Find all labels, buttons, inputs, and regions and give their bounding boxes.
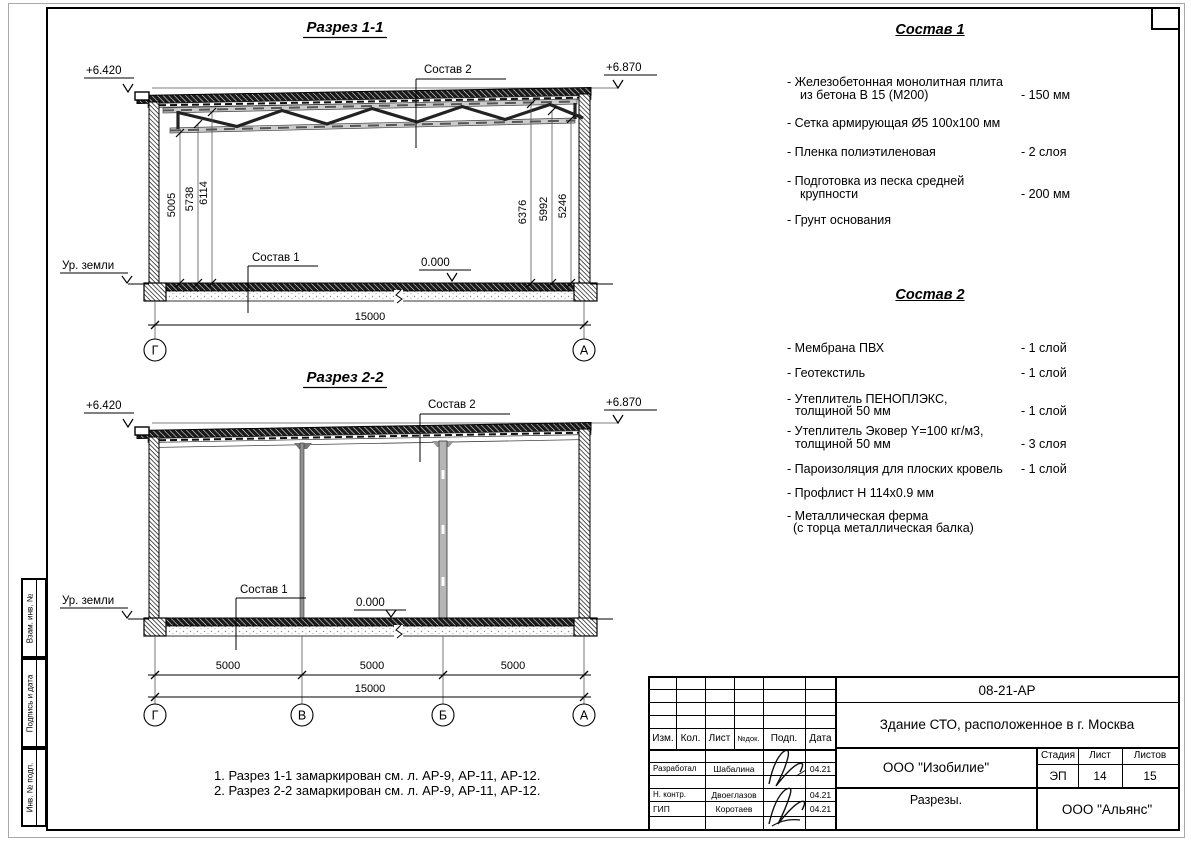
svg-text:+6.420: +6.420 — [86, 400, 122, 412]
sidebar-cell-vzam — [21, 578, 47, 658]
floor-slab — [128, 618, 613, 638]
axis-bubbles-1-1 — [144, 339, 595, 361]
list-item: - Мембрана ПВХ — [787, 341, 885, 355]
list-item: - Железобетонная монолитная плита — [787, 75, 1003, 89]
floor-slab — [128, 283, 613, 303]
col-ndok: №док. — [737, 734, 760, 743]
svg-text:Состав 2: Состав 2 — [428, 399, 476, 411]
list-item: (с торца металлическая балка) — [793, 521, 974, 535]
parapet-flashing — [135, 427, 149, 435]
axis-label: Г — [151, 343, 159, 358]
svg-text:0.000: 0.000 — [421, 257, 450, 269]
list-item-value: - 3 слоя — [1021, 437, 1067, 451]
elevation-mark-right — [604, 62, 657, 88]
sidebar-label: Подпись и дата — [25, 674, 35, 732]
svg-text:Состав 1: Состав 1 — [252, 252, 300, 264]
col-list: Лист — [708, 733, 731, 744]
section-2-2 — [60, 369, 657, 726]
name-shabalina: Шабалина — [713, 763, 755, 774]
section-1-1-title: Разрез 1-1 — [306, 19, 384, 36]
list-item: толщиной 50 мм — [795, 404, 891, 418]
elevation-mark-right — [604, 397, 657, 423]
footing-right — [574, 283, 597, 301]
axis-bubbles-2-2 — [144, 704, 595, 726]
list-item-value: - 1 слой — [1021, 366, 1067, 380]
list-item-value: - 200 мм — [1021, 187, 1071, 201]
sidebar-label-box — [23, 750, 37, 825]
col-podp: Подп. — [770, 733, 798, 744]
sheet-header: Лист — [1089, 750, 1111, 761]
wall-right — [579, 429, 590, 618]
sostav2-title: Состав 2 — [895, 287, 965, 303]
section-2-2-title: Разрез 2-2 — [306, 369, 384, 386]
list-item: - Профлист Н 114х0.9 мм — [787, 486, 934, 500]
section-1-1 — [60, 19, 657, 361]
footing-right — [574, 618, 597, 636]
svg-text:Ур. земли: Ур. земли — [62, 595, 115, 607]
sidebar-label: Взам. инв. № — [25, 593, 34, 643]
firm-name: ООО "Альянс" — [1061, 801, 1153, 817]
ground-level-label — [60, 595, 132, 618]
sheets-total: 15 — [1143, 769, 1157, 783]
parapet-flashing — [135, 92, 149, 100]
vertical-dimensions-right — [517, 100, 575, 287]
name-korotaev: Коротаев — [715, 803, 753, 814]
axis-label: Г — [151, 708, 159, 723]
zero-level-mark — [354, 597, 406, 617]
role-nkontr: Н. контр. — [653, 790, 687, 799]
list-item: крупности — [800, 187, 859, 201]
sostav1-title: Состав 1 — [895, 22, 965, 38]
list-item: - Геотекстиль — [787, 366, 866, 380]
dim-label: 6114 — [198, 181, 210, 205]
axis-label: А — [579, 343, 589, 358]
col-data: Дата — [809, 733, 832, 744]
list-item: - Утеплитель Эковер Y=100 кг/м3, — [787, 424, 984, 438]
role-gip: ГИП — [653, 803, 670, 814]
elevation-mark-left — [84, 400, 134, 427]
sheets-header: Листов — [1133, 750, 1167, 761]
zero-level-mark — [419, 257, 471, 281]
axis-label: В — [297, 708, 307, 723]
dim-label: 5738 — [184, 186, 196, 212]
list-item: - Грунт основания — [787, 213, 892, 227]
col-kol: Кол. — [680, 733, 701, 744]
dim-label: 15000 — [354, 311, 386, 323]
stage-header: Стадия — [1040, 750, 1076, 761]
sheet-number: 14 — [1093, 769, 1107, 783]
date-razrabotal: 04.21 — [809, 763, 832, 774]
callout-sostav1 — [236, 584, 306, 650]
list-item: - Металлическая ферма — [787, 509, 929, 523]
svg-text:Состав 1: Состав 1 — [240, 584, 288, 596]
list-item: - Утеплитель ПЕНОПЛЭКС, — [787, 392, 948, 406]
list-item: - Подготовка из песка средней — [787, 174, 965, 188]
dim-label: 5000 — [215, 660, 241, 672]
list-item: - Пароизоляция для плоских кровель — [787, 462, 1003, 476]
date-nkontr: 04.21 — [809, 789, 832, 800]
svg-text:+6.870: +6.870 — [606, 397, 642, 409]
dim-label: 5005 — [166, 192, 178, 218]
list-item: толщиной 50 мм — [795, 437, 891, 451]
wall-left — [149, 102, 159, 283]
dim-label: 5992 — [538, 196, 550, 222]
column-v — [300, 443, 304, 618]
sidebar-cell-podpis — [21, 658, 47, 748]
wall-left — [149, 437, 159, 618]
sidebar-label: Инв. № подп. — [25, 762, 34, 813]
svg-text:Состав 2: Состав 2 — [424, 64, 472, 76]
list-item: - Сетка армирующая Ø5 100х100 мм — [787, 116, 1001, 130]
list-item: из бетона В 15 (М200) — [800, 88, 929, 102]
dimensions-2-2 — [148, 636, 591, 704]
dim-label: 5000 — [500, 660, 526, 672]
list-item-value: - 1 слой — [1021, 462, 1067, 476]
list-item-value: - 1 слой — [1021, 404, 1067, 418]
list-item-value: - 2 слоя — [1021, 145, 1067, 159]
svg-text:0.000: 0.000 — [356, 597, 385, 609]
elevation-mark-left — [84, 65, 134, 92]
name-dvoeglazov: Двоеглазов — [711, 789, 757, 800]
col-izm: Изм. — [652, 733, 674, 744]
dimension-15000 — [148, 301, 591, 339]
stage-value: ЭП — [1049, 769, 1067, 783]
sheet-title: Разрезы. — [909, 793, 963, 807]
note-2: 2. Разрез 2-2 замаркирован см. л. АР-9, АР-11, АР-12. — [214, 783, 541, 798]
list-item: - Пленка полиэтиленовая — [787, 145, 936, 159]
dim-label: 15000 — [354, 683, 386, 695]
list-item-value: - 1 слой — [1021, 341, 1067, 355]
project-name: Здание СТО, расположенное в г. Москва — [879, 717, 1135, 732]
vertical-dimensions-left — [166, 108, 216, 287]
ground-level-label — [60, 260, 132, 283]
sidebar-label-box — [23, 660, 37, 746]
svg-text:Ур. земли: Ур. земли — [62, 260, 115, 272]
wall-right — [579, 94, 590, 283]
note-1: 1. Разрез 1-1 замаркирован см. л. АР-9, АР-11, АР-12. — [214, 768, 541, 783]
dim-label: 6376 — [517, 199, 529, 225]
dim-label: 5000 — [359, 660, 385, 672]
footing-left — [144, 283, 166, 301]
date-gip: 04.21 — [809, 803, 832, 814]
svg-text:+6.870: +6.870 — [606, 62, 642, 74]
svg-text:+6.420: +6.420 — [86, 65, 122, 77]
org-name: ООО "Изобилие" — [882, 759, 990, 775]
footing-left — [144, 618, 166, 636]
title-block — [648, 676, 1180, 831]
sidebar-cell-inv — [21, 748, 47, 827]
doc-number: 08-21-АР — [978, 682, 1036, 698]
list-item-value: - 150 мм — [1021, 88, 1071, 102]
dim-label: 5246 — [557, 193, 569, 219]
axis-label: Б — [438, 708, 448, 723]
role-razrabotal: Разработал — [653, 764, 697, 773]
axis-label: А — [579, 708, 589, 723]
sidebar-label-box — [23, 580, 37, 656]
